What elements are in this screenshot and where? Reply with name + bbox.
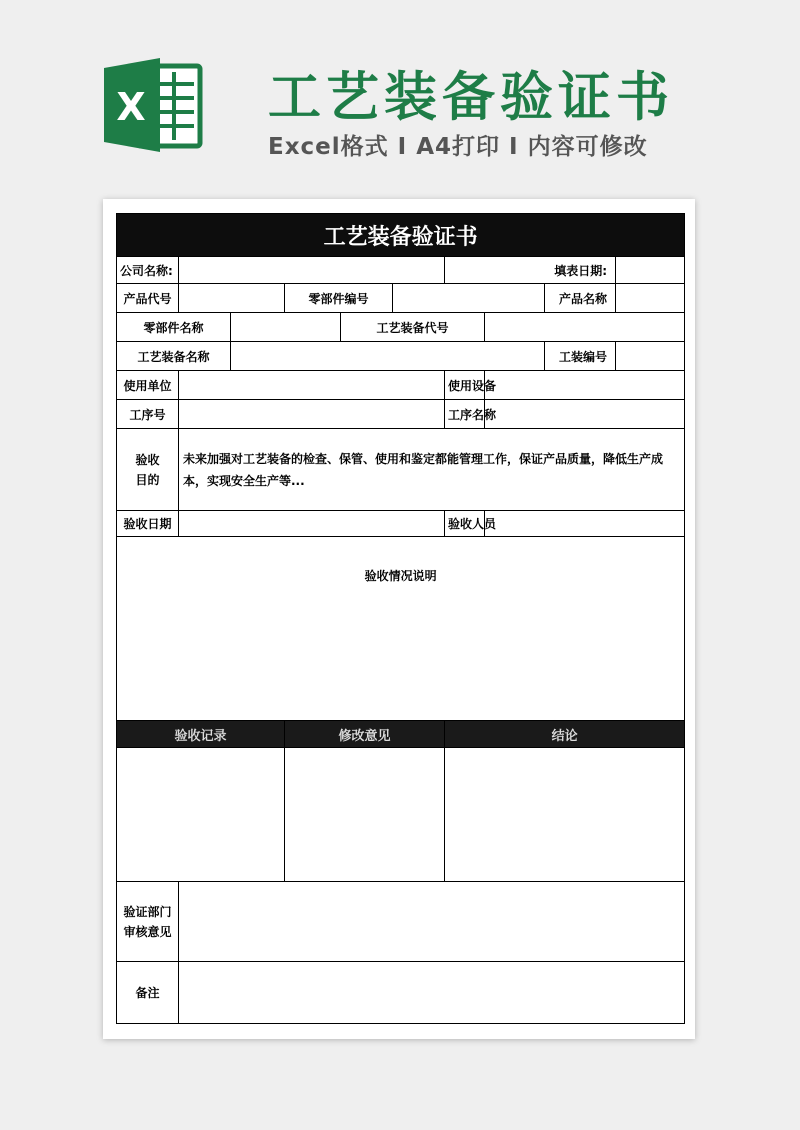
tooling-name-label: 工艺装备名称	[117, 342, 231, 371]
remarks-label: 备注	[117, 962, 179, 1024]
tooling-code-label: 工艺装备代号	[341, 313, 485, 342]
situation-label: 验收情况说明	[364, 569, 437, 583]
equipment-field[interactable]	[485, 371, 685, 400]
user-unit-label: 使用单位	[117, 371, 179, 400]
row-situation	[117, 537, 685, 721]
product-name-field[interactable]	[616, 284, 685, 313]
product-code-field[interactable]	[179, 284, 285, 313]
records-header-row	[117, 721, 685, 748]
process-no-field[interactable]	[179, 400, 445, 429]
page-header	[0, 0, 800, 190]
part-number-field[interactable]	[393, 284, 545, 313]
excel-icon	[104, 58, 204, 152]
conclusion-header: 结论	[445, 721, 685, 748]
row-acceptance	[117, 511, 685, 537]
process-name-label: 工序名称	[445, 400, 485, 429]
company-name-label: 公司名称:	[117, 257, 179, 284]
product-code-label: 产品代号	[117, 284, 179, 313]
purpose-label-text: 验收目的	[135, 452, 160, 487]
row-dept-review	[117, 882, 685, 962]
dept-review-field[interactable]	[179, 882, 685, 962]
record-field[interactable]	[117, 748, 285, 882]
records-body-row	[117, 748, 685, 882]
dept-review-label-text: 验证部门审核意见	[123, 904, 172, 939]
title-row	[117, 214, 685, 257]
form-table	[116, 213, 685, 1024]
form-title: 工艺装备验证书	[117, 214, 685, 257]
revision-header: 修改意见	[285, 721, 445, 748]
revision-field[interactable]	[285, 748, 445, 882]
row-user-unit	[117, 371, 685, 400]
conclusion-field[interactable]	[445, 748, 685, 882]
accept-date-label: 验收日期	[117, 511, 179, 537]
row-tooling-name	[117, 342, 685, 371]
accept-date-field[interactable]	[179, 511, 445, 537]
remarks-field[interactable]	[179, 962, 685, 1024]
svg-text:X: X	[116, 85, 146, 129]
tooling-number-label: 工装编号	[545, 342, 616, 371]
row-company	[117, 257, 685, 284]
purpose-label	[117, 429, 179, 511]
part-name-field[interactable]	[231, 313, 341, 342]
user-unit-field[interactable]	[179, 371, 445, 400]
main-title: 工艺装备验证书	[268, 67, 674, 128]
row-product	[117, 284, 685, 313]
acceptor-field[interactable]	[485, 511, 685, 537]
fill-date-label: 填表日期:	[445, 257, 616, 284]
equipment-label: 使用设备	[445, 371, 485, 400]
row-part-name	[117, 313, 685, 342]
record-header: 验收记录	[117, 721, 285, 748]
tooling-name-field[interactable]	[231, 342, 545, 371]
acceptor-label: 验收人员	[445, 511, 485, 537]
purpose-text[interactable]: 未来加强对工艺装备的检查、保管、使用和鉴定都能管理工作，保证产品质量，降低生产成本，实现安全生产等...	[179, 429, 685, 511]
part-number-label: 零部件编号	[285, 284, 393, 313]
fill-date-field[interactable]	[616, 257, 685, 284]
dept-review-label	[117, 882, 179, 962]
tooling-code-field[interactable]	[485, 313, 685, 342]
row-remarks	[117, 962, 685, 1024]
process-no-label: 工序号	[117, 400, 179, 429]
product-name-label: 产品名称	[545, 284, 616, 313]
tooling-number-field[interactable]	[616, 342, 685, 371]
row-process	[117, 400, 685, 429]
part-name-label: 零部件名称	[117, 313, 231, 342]
situation-area[interactable]	[117, 537, 685, 721]
row-purpose	[117, 429, 685, 511]
company-name-field[interactable]	[179, 257, 445, 284]
process-name-field[interactable]	[485, 400, 685, 429]
sub-title: Excel格式 I A4打印 I 内容可修改	[268, 134, 648, 160]
verification-form	[116, 213, 684, 1027]
